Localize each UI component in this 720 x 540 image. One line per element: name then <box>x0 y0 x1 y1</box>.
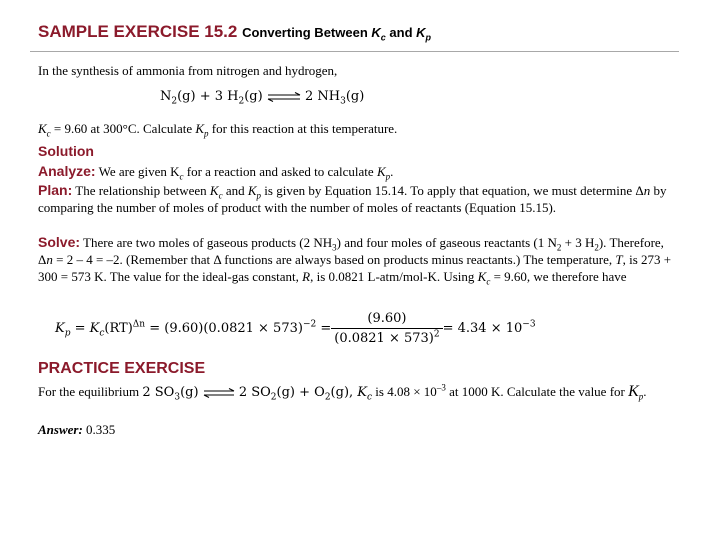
analyze-label: Analyze: <box>38 163 96 179</box>
page-title <box>38 22 431 42</box>
kp-calculation: $K_p = K_c(RT)^{\Delta n} = (9.60)(0.0821 \times 573)^{-2}$ = $\frac{(9.60)}{(0.0821 \times 573)^2}$ = $4.34 \times 10^{-3}$ <box>55 310 536 346</box>
header-divider <box>30 51 679 52</box>
answer-label: Answer: <box>38 422 83 437</box>
equilibrium-arrows-icon <box>267 92 301 102</box>
solve-paragraph: Solve: There are two moles of gaseous products (2 $NH_3$) and four moles of gaseous reactants (1 $N_2 + 3$ $H_2$). Therefore, Δn = 2 – 4 = –2. (Remember that Δ functions are always based on products minus reactants.) The temperature, T, is 273 + 300 = 573 K. The value for the ideal-gas constant, R, is 0.0821 L-atm/mol-K. Using $K_c = 9.60$, we therefore have <box>38 234 672 287</box>
solution-heading: Solution <box>38 143 94 159</box>
practice-heading: PRACTICE EXERCISE <box>38 360 206 377</box>
analyze-paragraph: Analyze: We are given $K_c$ for a reaction and asked to calculate $K_p$. <box>38 163 394 182</box>
plan-label: Plan: <box>38 182 73 198</box>
problem-intro: In the synthesis of ammonia from nitrogen and hydrogen, <box>38 63 338 78</box>
so3-reaction: 2 $SO_3(g)$ 2 $SO_2(g) + O_2(g)$, $K_c$ <box>142 385 373 403</box>
plan-paragraph: Plan: The relationship between $K_c$ and $K_p$ is given by Equation 15.14. To apply that equation, we must determine Δn by comparing the number of moles of product with the number of moles of reactants (Equation 15.15). <box>38 182 667 215</box>
exercise-subtitle: Converting Between $K_c$ and $K_p$ <box>242 25 432 43</box>
problem-question: $K_c = 9.60$ at 300°C. Calculate $K_p$ for this reaction at this temperature. <box>38 121 398 139</box>
kp-fraction: $\frac{(9.60)}{(0.0821 \times 573)^2}$ <box>331 311 442 346</box>
answer-value: 0.335 <box>82 422 116 437</box>
solve-label: Solve: <box>38 234 81 250</box>
practice-question: For the equilibrium 2 $SO_3(g)$ 2 $SO_2(g) + O_2(g)$, $K_c$ is $4.08 \times 10^{-3}$ at 1000 K. Calculate the value for $K_p$. <box>38 382 647 403</box>
exercise-number: SAMPLE EXERCISE 15.2 <box>38 22 238 41</box>
equilibrium-arrows-icon <box>203 388 235 398</box>
practice-answer <box>38 421 115 438</box>
ammonia-reaction: $N_2(g) + 3$ $H_2(g)$ 2 $NH_3(g)$ <box>160 89 365 107</box>
